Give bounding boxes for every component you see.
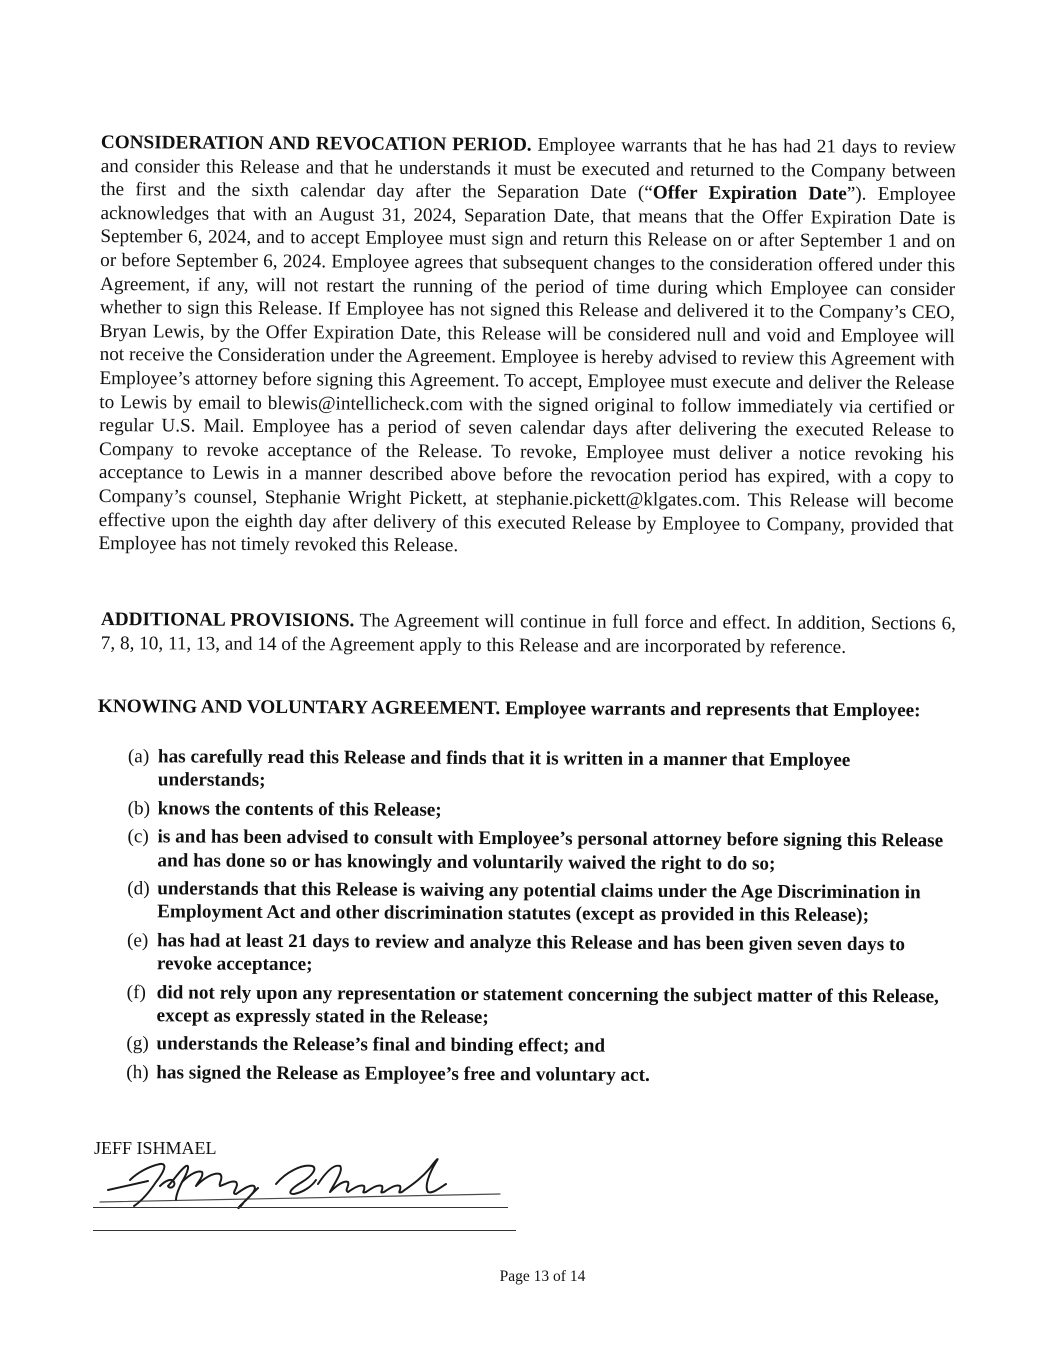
date-line xyxy=(93,1230,516,1231)
list-item xyxy=(97,929,953,980)
list-item-text: is and has been advised to consult with Employee’s personal attorney before signing this Release and has done so or has knowingly and voluntarily waived the right to do so; xyxy=(157,826,944,875)
list-item-label: (f) xyxy=(126,981,146,1003)
handwritten-signature xyxy=(90,1150,510,1215)
representations-list xyxy=(96,745,954,1094)
list-item-label: (e) xyxy=(126,929,149,952)
consideration-text-b: ”). Employee acknowledges that with an August 31, 2024, Separation Date, that means that the Offer Expiration Date is September 6, 2024, and to accept Employee must sign and return this Release on or after September 1 and on or before September 6, 2024. Employee agrees that subsequent changes to the consideration offered under this Agreement, if any, will not restart the running of the period of time during which Employee can consider whether to sign this Release. If Employee has not signed this Release and delivered it to the Company’s CEO, Bryan Lewis, by the Offer Expiration Date, this Release will be considered null and void and Employee will not receive the Consideration under the Agreement. Employee is hereby advised to review this Agreement with Employee’s attorney before signing this Agreement. To accept, Employee must execute and deliver the Release to Lewis by email to blewis@intellicheck.com with the signed original to follow immediately via certified or regular U.S. Mail. Employee has a period of seven calendar days after delivering the executed Release to Company to revoke acceptance of the Release. To revoke, Employee must deliver a notice revoking his acceptance to Lewis in a manner described above before the revocation period has expired, with a copy to Company’s counsel, Stephanie Wright Pickett, at stephanie.pickett@klgates.com. This Release will become effective upon the eighth day after delivery of this executed Release by Employee to Company, provided that Employee has not timely revoked this Release. xyxy=(98,183,956,557)
additional-provisions-text: The Agreement will continue in full force and effect. In addition, Sections 6, 7, 8, 10, 11, 13, and 14 of the Agreement apply to this Release and are incorporated by reference. xyxy=(100,610,956,658)
list-item xyxy=(97,825,953,876)
knowing-voluntary-paragraph xyxy=(98,695,954,723)
consideration-paragraph xyxy=(98,131,956,561)
list-item-text: understands the Release’s final and binding effect; and xyxy=(156,1033,606,1058)
list-item-label: (a) xyxy=(127,746,150,768)
list-item xyxy=(96,1032,952,1060)
offer-expiration-term: Offer Expiration Date xyxy=(652,182,847,205)
knowing-voluntary-heading: KNOWING AND VOLUNTARY AGREEMENT. xyxy=(97,696,501,720)
list-item xyxy=(98,797,954,825)
list-item-text: has signed the Release as Employee’s free and voluntary act. xyxy=(156,1062,650,1086)
page-number: Page 13 of 14 xyxy=(499,1268,586,1285)
list-item-text: has had at least 21 days to review and analyze this Release and has been given seven days to revoke acceptance; xyxy=(156,930,906,976)
list-item-label: (b) xyxy=(127,797,151,820)
list-item-label: (g) xyxy=(126,1033,149,1055)
list-item-label: (c) xyxy=(127,826,149,848)
additional-provisions-heading: ADDITIONAL PROVISIONS. xyxy=(100,609,355,632)
knowing-voluntary-text: Employee warrants and represents that Employee: xyxy=(500,698,921,722)
list-item-text: understands that this Release is waiving any potential claims under the Age Discrimination in Employment Act and other discrimination statutes (except as provided in this Release); xyxy=(157,878,921,927)
signature-line xyxy=(93,1207,508,1208)
list-item-label: (h) xyxy=(126,1062,149,1084)
list-item-text: has carefully read this Release and finds that it is written in a manner that Employee understands; xyxy=(157,746,851,792)
signatory-name: JEFF ISHMAEL xyxy=(94,1138,217,1158)
consideration-text-a: Employee warrants that he has had 21 days to review and consider this Release and that he understands it must be executed and returned to the Company between the first and the sixth calendar day after the Separation Date (“ xyxy=(100,134,956,204)
list-item-text: knows the contents of this Release; xyxy=(157,798,442,821)
list-item xyxy=(97,877,953,928)
additional-provisions-paragraph xyxy=(101,608,956,660)
list-item-text: did not rely upon any representation or statement concerning the subject matter of this Release, except as expressly stated in the Release; xyxy=(156,981,939,1029)
list-item xyxy=(98,745,954,796)
list-item-label: (d) xyxy=(127,878,150,900)
list-item xyxy=(96,1061,952,1089)
page-footer xyxy=(0,1268,1055,1286)
list-item xyxy=(97,981,953,1032)
consideration-heading: CONSIDERATION AND REVOCATION PERIOD. xyxy=(100,131,532,156)
